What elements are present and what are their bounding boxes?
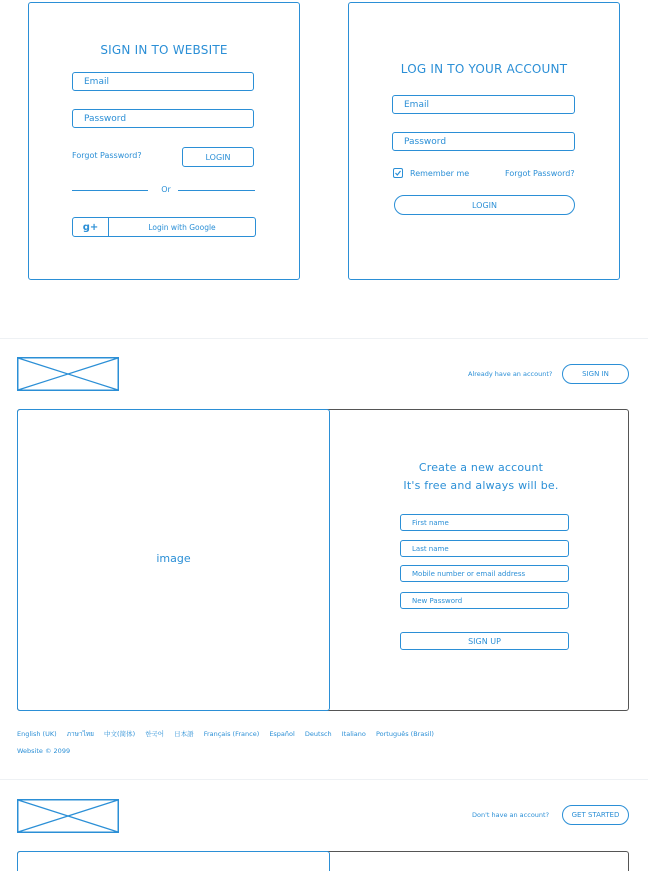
lang-english[interactable]: English (UK) <box>17 730 57 738</box>
signin-forgot-link[interactable]: Forgot Password? <box>72 151 142 160</box>
remember-label: Remember me <box>410 169 470 178</box>
first-name-input[interactable]: First name <box>400 514 569 531</box>
no-account-prompt: Don't have an account? <box>472 811 550 819</box>
google-login-button[interactable] <box>72 217 256 237</box>
get-started-button[interactable]: GET STARTED <box>562 805 629 825</box>
signin-title: SIGN IN TO WEBSITE <box>100 43 228 57</box>
login-forgot-link[interactable]: Forgot Password? <box>505 169 575 178</box>
lang-chinese[interactable]: 中文(简体) <box>104 730 136 738</box>
image-label: image <box>156 552 191 565</box>
signup-logo-placeholder <box>17 357 119 391</box>
signin-email-input[interactable]: Email <box>72 72 254 91</box>
login-button[interactable]: LOGIN <box>394 195 575 215</box>
mobile-email-input[interactable]: Mobile number or email address <box>400 565 569 582</box>
section-divider-1 <box>0 338 648 339</box>
bottom-panel <box>17 851 629 871</box>
image-placeholder <box>17 409 330 711</box>
signin-card <box>28 2 300 280</box>
bottom-image-placeholder <box>17 851 330 871</box>
login-title: LOG IN TO YOUR ACCOUNT <box>400 62 568 76</box>
logo-placeholder-icon <box>17 357 119 391</box>
signup-panel <box>17 409 629 711</box>
google-plus-icon: g+ <box>73 218 109 236</box>
language-list <box>17 729 637 739</box>
signup-title-line1: Create a new account <box>418 461 544 474</box>
last-name-input[interactable]: Last name <box>400 540 569 557</box>
copyright: Website © 2099 <box>17 747 71 755</box>
bottom-logo-placeholder <box>17 799 119 833</box>
lang-german[interactable]: Deutsch <box>304 730 332 738</box>
logo-placeholder-icon <box>17 799 119 833</box>
lang-spanish[interactable]: Español <box>269 730 295 738</box>
signup-title-line2: It's free and always will be. <box>403 479 559 492</box>
signin-password-input[interactable]: Password <box>72 109 254 128</box>
lang-japanese[interactable]: 日本語 <box>174 730 194 738</box>
header-signin-button[interactable]: SIGN IN <box>562 364 629 384</box>
lang-portuguese[interactable]: Português (Brasil) <box>375 730 434 738</box>
lang-korean[interactable]: 한국어 <box>145 730 165 738</box>
lang-french[interactable]: Français (France) <box>203 730 260 738</box>
remember-checkbox[interactable] <box>393 168 403 178</box>
or-divider-right <box>178 190 255 191</box>
signin-login-button[interactable]: LOGIN <box>182 147 254 167</box>
new-password-input[interactable]: New Password <box>400 592 569 609</box>
login-email-input[interactable]: Email <box>392 95 575 114</box>
or-label: Or <box>161 185 171 194</box>
checkmark-icon <box>394 169 402 177</box>
or-divider-left <box>72 190 148 191</box>
lang-thai[interactable]: ภาษาไทย <box>66 730 94 738</box>
google-login-label: Login with Google <box>148 222 216 232</box>
lang-italian[interactable]: Italiano <box>341 730 366 738</box>
signup-button[interactable]: SIGN UP <box>400 632 569 650</box>
section-divider-2 <box>0 779 648 780</box>
login-card <box>348 2 620 280</box>
already-account-prompt: Already have an account? <box>468 370 553 378</box>
login-password-input[interactable]: Password <box>392 132 575 151</box>
